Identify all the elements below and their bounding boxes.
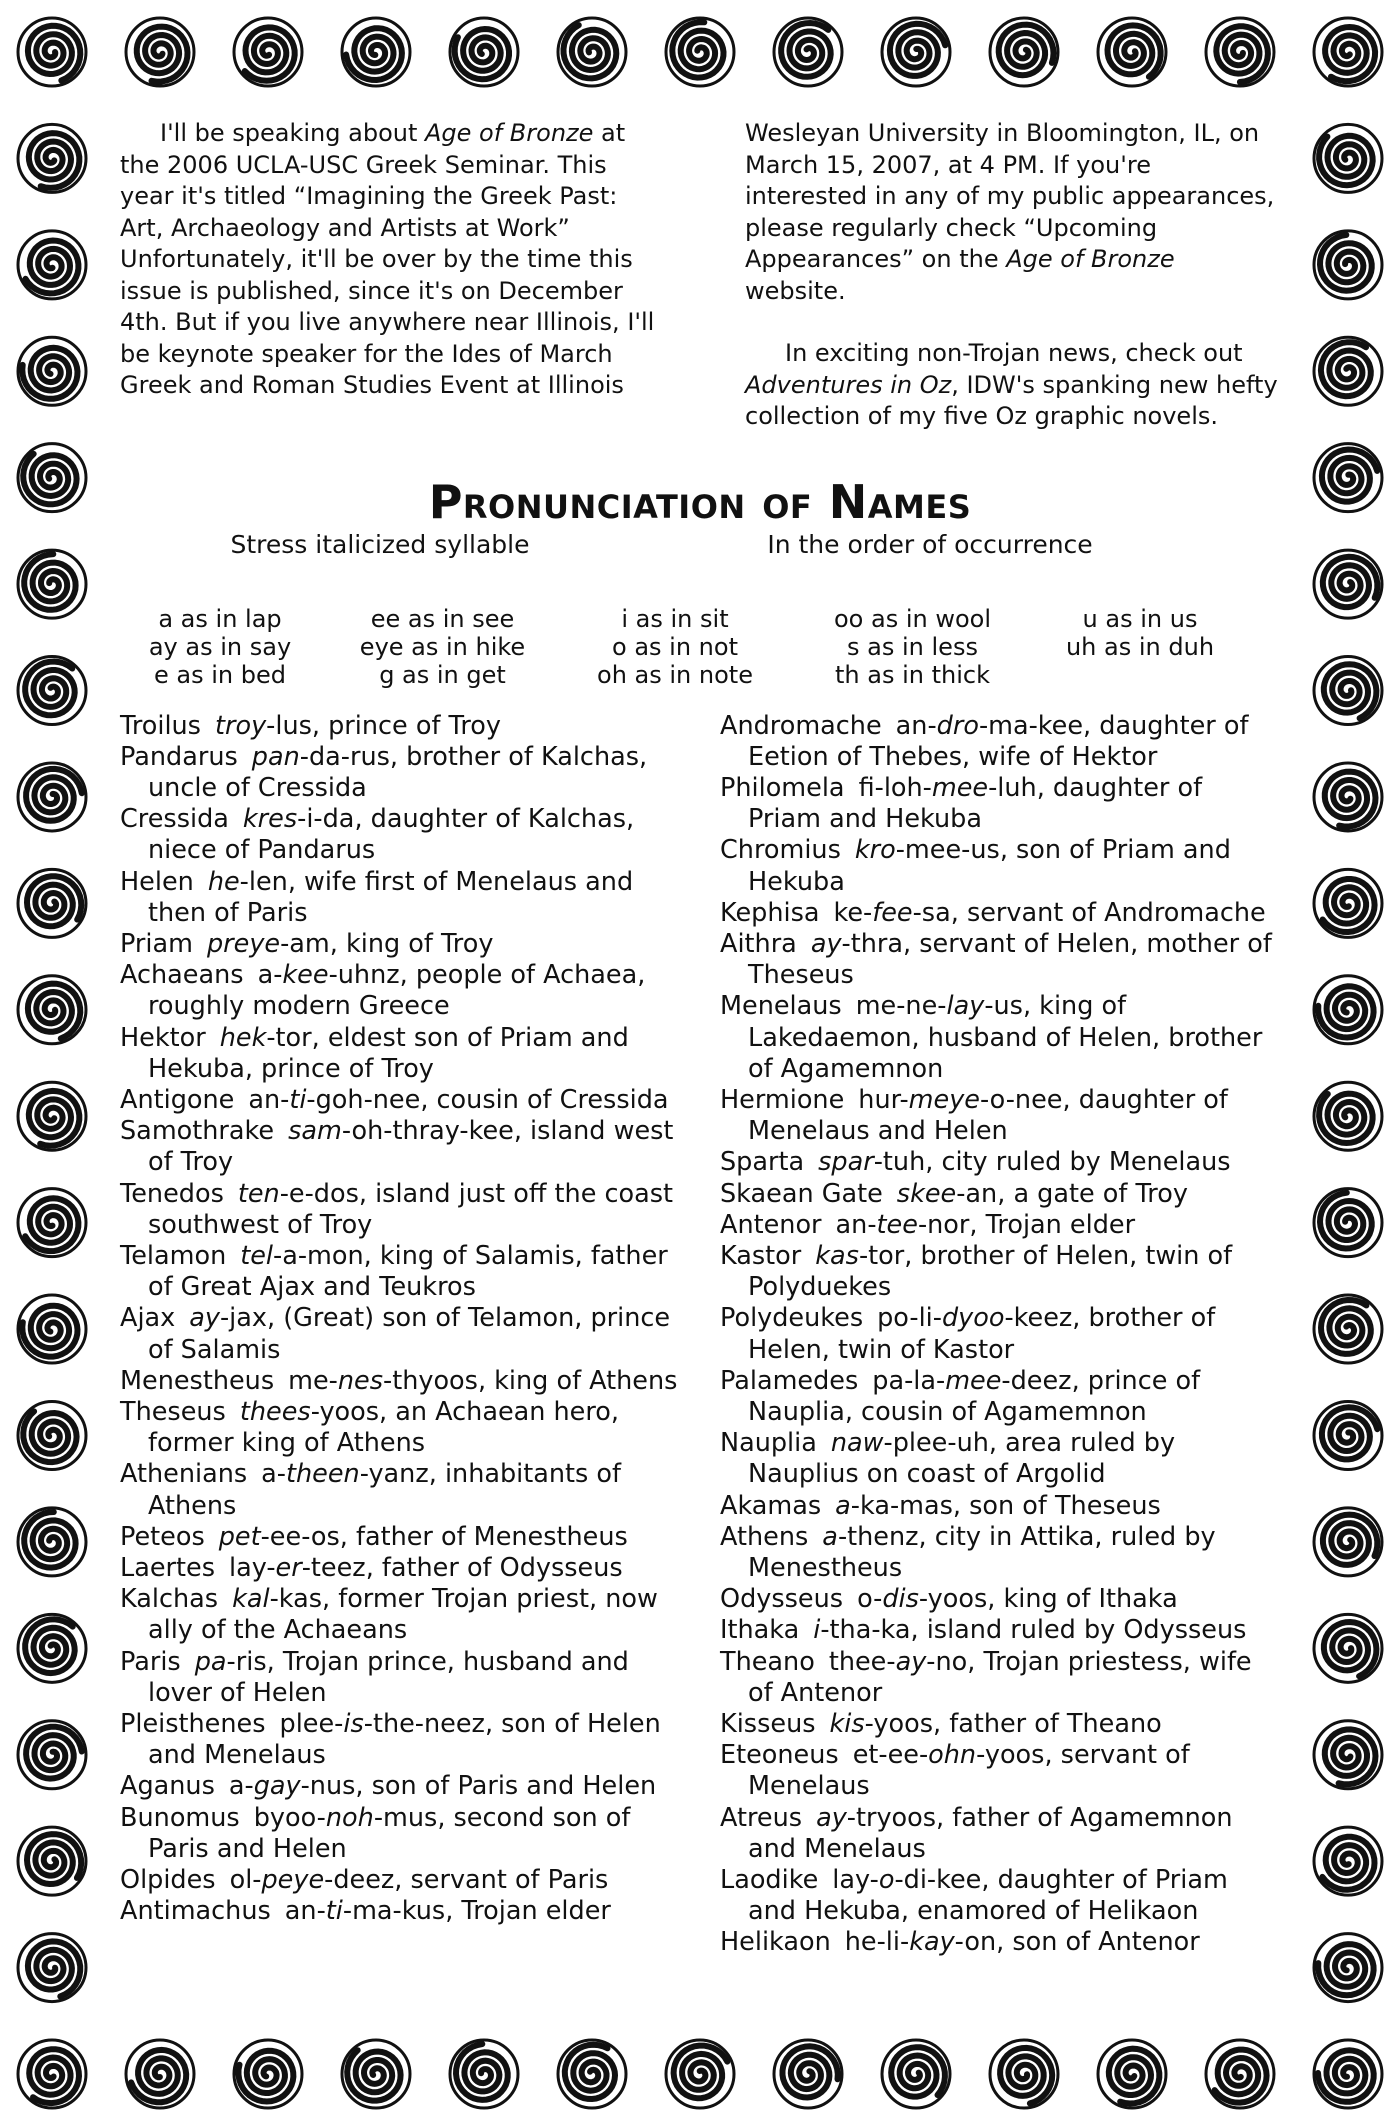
key-entry: eye as in hike [359,632,526,661]
name-entry [120,1459,680,1521]
spiral-ornament [18,444,86,512]
name-entry [120,1865,680,1896]
entry-name: Nauplia [720,1428,817,1459]
name-entry [720,929,1280,991]
entry-description: , island ruled by Odysseus [910,1615,1247,1646]
key-entry: uh as in duh [1065,632,1215,661]
name-entry [120,1241,680,1303]
entry-name: Skaean Gate [720,1178,883,1209]
entry-name: Kephisa [720,897,820,928]
spiral-ornament [1314,1295,1382,1363]
entry-name: Cressida [120,804,229,835]
entry-description: , island just off the coast southwest of Troy [148,1178,674,1240]
spiral-ornament [558,2040,626,2108]
entry-pronunciation: i-tha-ka [813,1615,911,1646]
name-entry [720,1428,1280,1490]
entry-pronunciation: a-theen-yanz [261,1459,429,1490]
entry-pronunciation: hek-tor [219,1022,312,1053]
entry-description: , an Achaean hero, former king of Athens [148,1396,620,1459]
entry-name: Kastor [720,1240,802,1271]
name-entry [720,1303,1280,1365]
entry-name: Hermione [720,1084,845,1115]
name-entry [120,929,680,960]
entry-name: Kalchas [120,1584,219,1615]
key-column [120,605,320,689]
entry-name: Laertes [120,1552,215,1583]
spiral-ornament [450,18,518,86]
spiral-ornament [666,2040,734,2108]
entry-pronunciation: pan-da-rus [251,741,390,772]
name-entry [720,711,1280,773]
entry-name: Troilus [120,710,201,741]
italic-title: Age of Bronze [425,119,594,147]
entry-description: , daughter of Menelaus and Helen [748,1084,1228,1147]
key-entry: u as in us [1082,604,1198,633]
spiral-ornament [18,1934,86,2002]
name-entry [720,1927,1280,1958]
entry-pronunciation: an-tee-nor [835,1209,970,1240]
name-entry [120,1771,680,1802]
entry-description: , king of Salamis, father of Great Ajax and Teukros [148,1240,668,1303]
spiral-ornament [1206,18,1274,86]
entry-description: , (Great) son of Telamon, prince of Salamis [148,1303,671,1365]
entry-description: , brother of Kalchas, uncle of Cressida [148,741,648,803]
entry-pronunciation: lay-er-teez [228,1552,366,1583]
entry-name: Pandarus [120,741,238,772]
spiral-ornament [18,1295,86,1363]
intro-text [120,118,1280,433]
entry-description: , son of Helen and Menelaus [148,1709,661,1771]
entry-pronunciation: thees-yoos [239,1396,380,1427]
key-entry: oh as in note [597,660,753,689]
spiral-ornament [18,976,86,1044]
entry-description: , king of Ithaka [987,1584,1178,1615]
entry-pronunciation: an-ti-goh-nee [248,1084,421,1115]
spiral-ornament [18,231,86,299]
key-column [785,605,1040,689]
spiral-ornament [882,2040,950,2108]
intro-right-column [745,118,1280,433]
entry-pronunciation: a-ka-mas [835,1490,953,1521]
entry-name: Paris [120,1646,181,1677]
entry-pronunciation: a-kee-uhnz [257,960,400,991]
entry-description: , king of Troy [329,928,494,959]
spiral-ornament [1314,657,1382,725]
entry-pronunciation: naw-plee-uh [830,1428,989,1459]
entry-pronunciation: kal-kas [232,1584,322,1615]
entry-name: Antenor [720,1209,822,1240]
entry-description: , Trojan elder [969,1209,1136,1240]
entry-description: , servant of Andromache [950,897,1266,928]
entry-name: Helikaon [720,1927,831,1958]
spiral-ornament [18,2040,86,2108]
name-entry [120,1522,680,1553]
entry-name: Athens [720,1521,809,1552]
entry-name: Philomela [720,772,845,803]
name-entry [120,711,680,742]
spiral-ornament [882,18,950,86]
entry-name: Ajax [120,1303,176,1334]
entry-pronunciation: me-ne-lay-us [855,991,1023,1022]
name-entry [720,898,1280,929]
name-entry [720,1210,1280,1241]
entry-pronunciation: a-gay-nus [228,1771,356,1802]
entry-description: , prince of Troy [311,710,501,741]
entry-description: , inhabitants of Athens [148,1459,622,1521]
entry-pronunciation: me-nes-thyoos [288,1365,478,1396]
entry-name: Odysseus [720,1584,844,1615]
spiral-ornament [1098,2040,1166,2108]
spiral-ornament [18,869,86,937]
names-list [120,711,1280,1959]
name-entry [120,960,680,1022]
key-entry: g as in get [379,660,506,689]
spiral-ornament [990,18,1058,86]
entry-description: , father of Theano [933,1709,1162,1739]
intro-paragraph: Wesleyan University in Bloomington, IL, on March 15, 2007, at 4 PM. If you're interested in any of my public appearances, please regularly check “Upcoming Appearances” on the Age of Bronze website. [745,119,1275,305]
name-entry [720,1085,1280,1147]
entry-name: Olpides [120,1865,216,1896]
entry-pronunciation: byoo-noh-mus [253,1802,438,1833]
entry-name: Antimachus [120,1896,271,1927]
entry-name: Theano [720,1646,815,1677]
spiral-ornament [18,1082,86,1150]
entry-name: Akamas [720,1490,822,1521]
entry-pronunciation: skee-an [896,1178,998,1209]
name-entry [120,1584,680,1646]
entry-description: , Trojan elder [445,1896,611,1927]
name-entry [120,1179,680,1241]
names-left-column [120,711,680,1959]
entry-name: Atreus [720,1802,803,1833]
spiral-ornament [1314,869,1382,937]
spiral-ornament [126,18,194,86]
spiral-ornament [18,1401,86,1469]
entry-pronunciation: lay-o-di-kee [832,1865,982,1896]
spiral-ornament [1314,18,1382,86]
entry-pronunciation: an-ti-ma-kus [284,1896,446,1927]
entry-pronunciation: an-dro-ma-kee [895,710,1084,741]
entry-description: , second son of Paris and Helen [148,1802,631,1864]
entry-description: , father of Agamemnon and Menelaus [748,1802,1233,1864]
entry-pronunciation: ten-e-dos [237,1178,359,1209]
entry-description: , former Trojan priest, now ally of the Achaeans [148,1584,658,1646]
entry-name: Achaeans [120,960,244,991]
spiral-ornament [1314,976,1382,1044]
name-entry [720,1647,1280,1709]
spiral-ornament [1314,124,1382,192]
italic-title: Age of Bronze [1006,245,1175,273]
entry-pronunciation: a-thenz [822,1521,919,1552]
entry-description: , son of Theseus [952,1490,1161,1521]
name-entry [720,1491,1280,1522]
entry-description: , son of Priam and Hekuba [748,835,1231,897]
name-entry [120,1023,680,1085]
spiral-ornament [342,18,410,86]
spiral-ornament [774,2040,842,2108]
spiral-ornament [18,18,86,86]
spiral-ornament [342,2040,410,2108]
spiral-ornament [1314,444,1382,512]
entry-name: Pleisthenes [120,1709,266,1739]
entry-description: , Trojan priestess, wife of Antenor [748,1646,1252,1708]
spiral-ornament [1098,18,1166,86]
name-entry [720,1147,1280,1178]
intro-left-column [120,118,655,433]
spiral-ornament [234,2040,302,2108]
entry-pronunciation: he-len [207,866,288,897]
entry-description: , brother of Helen, twin of Kastor [748,1303,1216,1365]
entry-name: Chromius [720,835,841,866]
order-note: In the order of occurrence [767,529,1093,559]
pronunciation-key [120,605,1280,689]
entry-pronunciation: ay-thra [810,928,904,959]
key-column [1040,605,1240,689]
entry-pronunciation: pa-la-mee-deez [872,1365,1072,1396]
name-entry [720,1740,1280,1802]
spiral-ornament [450,2040,518,2108]
entry-description: , area ruled by Nauplius on coast of Argolid [748,1428,1176,1490]
name-entry [120,1553,680,1584]
name-entry [720,773,1280,835]
entry-description: , father of Menestheus [339,1521,628,1552]
spiral-ornament [1314,1614,1382,1682]
spiral-ornament [1314,1508,1382,1576]
spiral-ornament [558,18,626,86]
entry-name: Polydeukes [720,1303,864,1334]
entry-pronunciation: kis-yoos [829,1709,933,1739]
spiral-ornament [774,18,842,86]
entry-description: , wife first of Menelaus and then of Paris [148,866,634,928]
entry-description: , son of Paris and Helen [355,1771,657,1802]
name-entry [720,1522,1280,1584]
entry-pronunciation: sam-oh-thray-kee [288,1116,514,1147]
entry-pronunciation: ke-fee-sa [833,897,951,928]
entry-pronunciation: preye-am [206,928,330,959]
spiral-ornament [1314,1401,1382,1469]
entry-name: Bunomus [120,1802,240,1833]
entry-description: , king of Lakedaemon, husband of Helen, brother of Agamemnon [748,991,1263,1084]
entry-pronunciation: tel-a-mon [240,1240,364,1271]
entry-name: Athenians [120,1459,248,1490]
entry-description: , cousin of Cressida [420,1084,669,1115]
name-entry [120,1709,680,1771]
spiral-ornament [18,1508,86,1576]
entry-pronunciation: spar-tuh [818,1147,926,1178]
entry-name: Menestheus [120,1365,275,1396]
entry-description: , city in Attika, ruled by Menestheus [748,1521,1216,1583]
entry-description: , daughter of Eetion of Thebes, wife of Hektor [748,710,1249,772]
page-content [120,118,1280,2008]
spiral-ornament [234,18,302,86]
name-entry [120,867,680,929]
spiral-ornament [1314,1827,1382,1895]
stress-note: Stress italicized syllable [230,529,530,559]
spiral-ornament [18,550,86,618]
entry-description: , daughter of Kalchas, niece of Pandarus [148,804,635,866]
entry-name: Telamon [120,1240,227,1271]
entry-pronunciation: he-li-kay-on [844,1927,997,1958]
entry-description: , servant of Menelaus [748,1740,1190,1802]
entry-description: , eldest son of Priam and Hekuba, prince of Troy [148,1022,629,1084]
entry-pronunciation: troy-lus [214,710,312,741]
entry-description: , people of Achaea, roughly modern Greece [148,960,646,1022]
entry-name: Andromache [720,710,882,741]
key-entry: ay as in say [148,632,292,661]
spiral-ornament [1314,1721,1382,1789]
spiral-ornament [1314,550,1382,618]
entry-pronunciation: ay-jax [189,1303,267,1334]
spiral-ornament [18,1827,86,1895]
intro-paragraph: I'll be speaking about Age of Bronze at the 2006 UCLA-USC Greek Seminar. This year it's titled “Imagining the Greek Past: Art, Archaeology and Artists at Work” Unfortunately, it'll be over by the time this issue is published, since it's on December 4th. But if you live anywhere near Illinois, I'll be keynote speaker for the Ides of March Greek and Roman Studies Event at Illinois [120,119,655,399]
spiral-ornament [18,124,86,192]
entry-name: Antigone [120,1084,235,1115]
name-entry [120,1397,680,1459]
name-entry [720,1584,1280,1615]
entry-pronunciation: po-li-dyoo-keez [877,1303,1073,1334]
entry-pronunciation: ay-tryoos [816,1802,937,1833]
spiral-ornament [1314,2040,1382,2108]
key-entry: th as in thick [835,660,990,689]
entry-description: , king of Athens [477,1365,678,1396]
intro-paragraph: In exciting non-Trojan news, check out Adventures in Oz, IDW's spanking new hefty collection of my five Oz graphic novels. [745,339,1278,430]
name-entry [720,991,1280,1085]
entry-name: Kisseus [720,1709,816,1739]
entry-pronunciation: kres-i-da [242,804,355,835]
name-entry [120,1116,680,1178]
entry-name: Palamedes [720,1365,859,1396]
name-entry [720,1709,1280,1740]
entry-description: , father of Odysseus [365,1552,623,1583]
italic-title: Adventures in Oz [745,370,952,399]
name-entry [720,1179,1280,1210]
entry-pronunciation: plee-is-the-neez [279,1709,485,1739]
name-entry [120,1803,680,1865]
entry-pronunciation: pa-ris [194,1646,267,1677]
key-entry: ee as in see [370,604,515,633]
spiral-ornament [1314,1934,1382,2002]
name-entry [720,1803,1280,1865]
key-entry: a as in lap [158,604,282,633]
entry-description: , island west of Troy [148,1116,674,1178]
names-right-column [720,711,1280,1959]
entry-name: Samothrake [120,1116,275,1147]
key-column [320,605,565,689]
entry-pronunciation: kro-mee-us [854,835,1000,866]
spiral-ornament [1314,763,1382,831]
entry-name: Ithaka [720,1615,800,1646]
spiral-ornament [18,1721,86,1789]
name-entry [120,1303,680,1365]
spiral-ornament [18,1189,86,1257]
name-entry [120,1366,680,1397]
entry-description: , a gate of Troy [997,1178,1188,1209]
name-entry [720,1241,1280,1303]
entry-name: Aganus [120,1771,215,1802]
name-entry [720,1366,1280,1428]
entry-name: Helen [120,866,194,897]
entry-name: Menelaus [720,991,842,1022]
entry-pronunciation: hur-meye-o-nee [858,1084,1063,1115]
entry-name: Tenedos [120,1178,224,1209]
spiral-ornament [18,763,86,831]
name-entry [120,804,680,866]
entry-pronunciation: pet-ee-os [218,1521,340,1552]
name-entry [720,835,1280,897]
entry-name: Theseus [120,1396,226,1427]
entry-name: Laodike [720,1865,819,1896]
entry-name: Eteoneus [720,1740,839,1771]
spiral-ornament [990,2040,1058,2108]
name-entry [120,742,680,804]
entry-description: , daughter of Priam and Hekuba [748,772,1203,835]
key-entry: oo as in wool [833,604,991,633]
spiral-ornament [666,18,734,86]
spiral-ornament [1206,2040,1274,2108]
spiral-ornament [18,1614,86,1682]
key-entry: s as in less [847,632,978,661]
section-title: Pronunciation of Names [428,474,972,529]
entry-description: , daughter of Priam and Hekuba, enamored of Helikaon [748,1865,1228,1927]
name-entry [120,1896,680,1927]
spiral-ornament [126,2040,194,2108]
spiral-ornament [1314,337,1382,405]
entry-pronunciation: o-dis-yoos [857,1584,988,1615]
entry-pronunciation: et-ee-ohn-yoos [852,1740,1045,1771]
entry-description: , prince of Nauplia, cousin of Agamemnon [748,1365,1201,1427]
entry-description: , city ruled by Menelaus [925,1147,1231,1178]
entry-pronunciation: ol-peye-deez [229,1865,395,1896]
entry-description: , servant of Helen, mother of Theseus [748,928,1272,991]
spiral-ornament [18,337,86,405]
entry-name: Priam [120,928,193,959]
entry-name: Hektor [120,1022,206,1053]
key-entry: i as in sit [621,604,729,633]
name-entry [120,1647,680,1709]
spiral-ornament [1314,231,1382,299]
entry-description: , brother of Helen, twin of Polyduekes [748,1240,1233,1303]
entry-description: , servant of Paris [394,1865,609,1896]
name-entry [120,1085,680,1116]
key-entry: e as in bed [154,660,286,689]
key-entry: o as in not [612,632,738,661]
entry-name: Aithra [720,928,797,959]
entry-name: Peteos [120,1521,205,1552]
entry-pronunciation: thee-ay-no [828,1646,968,1677]
entry-name: Sparta [720,1147,805,1178]
name-entry [720,1615,1280,1646]
spiral-ornament [1314,1082,1382,1150]
section-subtitles [120,529,1280,561]
entry-description: , son of Antenor [996,1927,1200,1958]
key-column [565,605,785,689]
spiral-ornament [18,657,86,725]
entry-pronunciation: fi-loh-mee-luh [858,772,1037,803]
entry-pronunciation: kas-tor [815,1240,905,1271]
entry-description: , Trojan prince, husband and lover of Helen [148,1646,629,1708]
name-entry [720,1865,1280,1927]
spiral-ornament [1314,1189,1382,1257]
